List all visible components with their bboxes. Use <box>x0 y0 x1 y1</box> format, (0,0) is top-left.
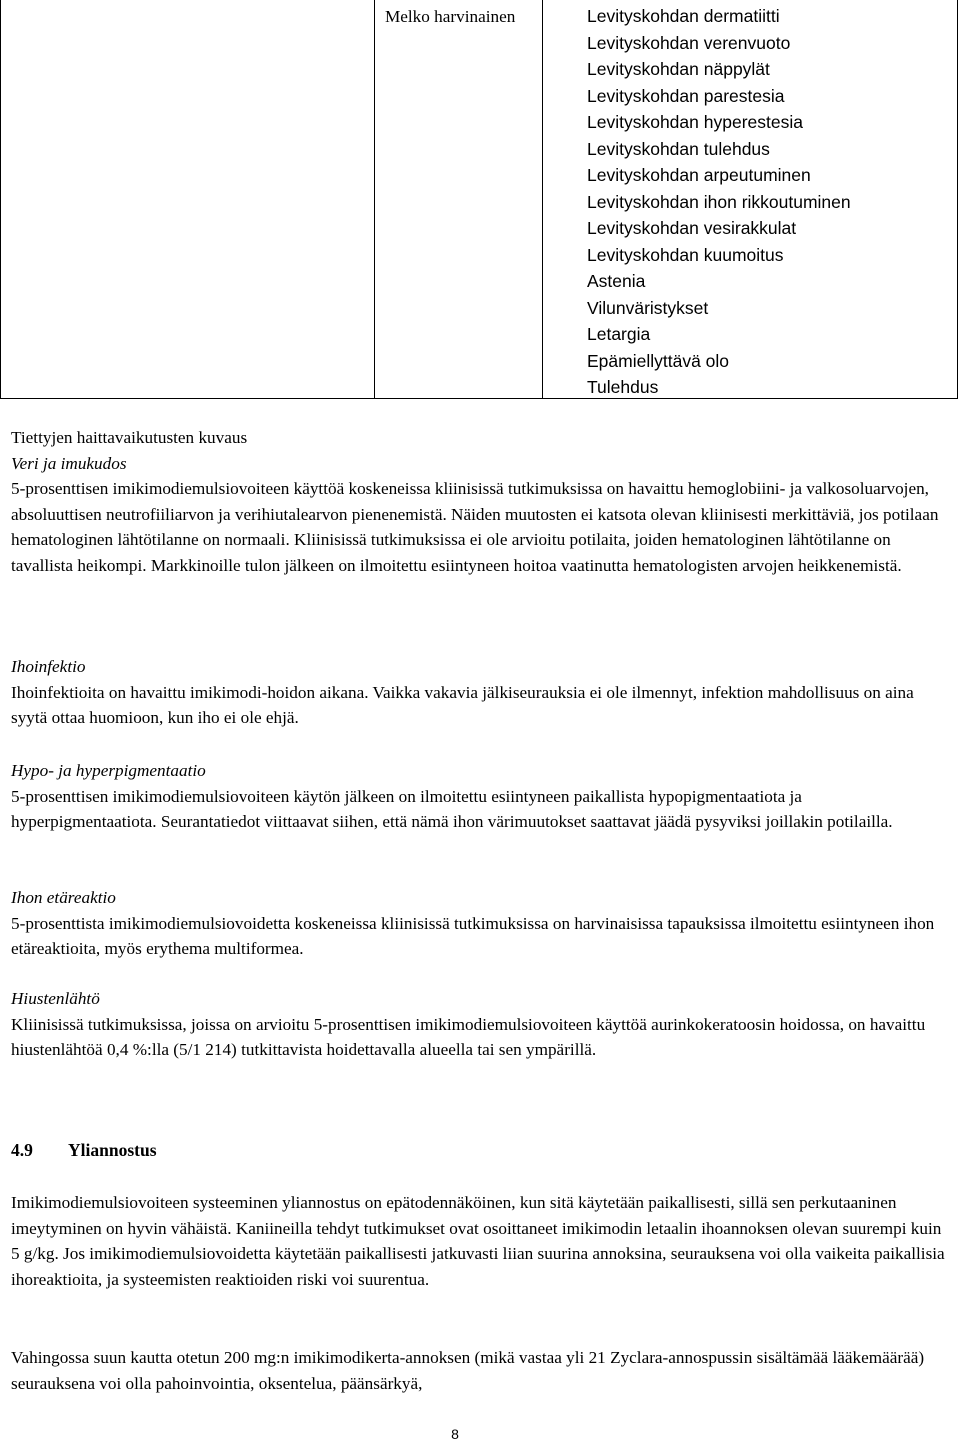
effect-item: Levityskohdan näppylät <box>587 59 770 79</box>
effect-item: Epämiellyttävä olo <box>587 350 730 371</box>
table-divider <box>542 0 543 398</box>
subsection-hair-loss <box>11 986 951 1063</box>
effect-item: Vilunväristykset <box>587 297 709 318</box>
effects-cell <box>587 3 851 401</box>
effect-item: Levityskohdan verenvuoto <box>587 32 791 53</box>
section-heading <box>11 1138 157 1164</box>
effect-item: Levityskohdan tulehdus <box>587 138 770 159</box>
page-number: 8 <box>451 1426 459 1442</box>
subsection-text: 5-prosenttisen imikimodiemulsiovoiteen käyttöä koskeneissa kliinisissä tutkimuksissa on havaittu hemoglobiini- ja valkosoluarvojen, absoluuttisen neutrofiiliarvon ja verihiutalearvon pienenemistä. Näiden muutosten ei katsota olevan kliinisesti merkittäviä, jos potilaan hematologinen lähtötilanne on normaali. Kliinisissä tutkimuksissa ei ole arvioitu potilaita, joiden hematologinen lähtötilanne on tavallista heikompi. Markkinoille tulon jälkeen on ilmoitettu esiintyneen hoitoa vaatinutta hematologisten arvojen heikkenemistä. <box>11 479 939 575</box>
section-title: Tiettyjen haittavaikutusten kuvaus <box>11 428 248 447</box>
effect-item: Levityskohdan parestesia <box>587 85 785 106</box>
subsection-text: Kliinisissä tutkimuksissa, joissa on arvioitu 5-prosenttisen imikimodiemulsiovoiteen käyttöä aurinkokeratoosin hoidossa, on havaittu hiustenlähtöä 0,4 %:lla (5/1 214) tutkittavista hoidettavalla alueella tai sen ympärillä. <box>11 1014 926 1059</box>
subsection-title: Hypo- ja hyperpigmentaatio <box>11 761 206 780</box>
subsection-title: Ihon etäreaktio <box>11 888 116 907</box>
table-divider <box>374 0 375 398</box>
effect-item: Levityskohdan arpeutuminen <box>587 165 811 185</box>
effect-item: Levityskohdan hyperestesia <box>587 112 803 132</box>
section-selected-effects <box>11 425 951 578</box>
subsection-skin-infection <box>11 654 951 731</box>
subsection-distant-reaction <box>11 885 951 962</box>
section-heading-title: Yliannostus <box>68 1140 157 1160</box>
overdose-paragraph-1: Imikimodiemulsiovoiteen systeeminen yliannostus on epätodennäköinen, kun sitä käytetään paikallisesti, sillä sen perkutaaninen imeytyminen on hyvin vähäistä. Kaniineilla tehdyt tutkimukset ovat osoittaneet imikimodin letaalin ihoannoksen olevan suurempi kuin 5 g/kg. Jos imikimodiemulsiovoidetta käytetään paikallisesti jatkuvasti liian suurina annoksina, seurauksena voi olla vaikeita paikallisia ihoreaktioita, ja systeemisten reaktioiden riski voi suurentua. <box>11 1193 945 1289</box>
subsection-text: 5-prosenttista imikimodiemulsiovoidetta koskeneissa kliinisissä tutkimuksissa on harvinaisissa tapauksissa ilmoitettu esiintyneen ihon etäreaktioita, myös erythema multiformea. <box>11 913 935 958</box>
subsection-title: Hiustenlähtö <box>11 989 100 1008</box>
effect-item: Levityskohdan dermatiitti <box>587 6 780 26</box>
frequency-cell: Melko harvinainen <box>385 7 516 26</box>
effect-item: Tulehdus <box>587 377 659 397</box>
effect-item: Letargia <box>587 324 651 344</box>
effect-item: Levityskohdan ihon rikkoutuminen <box>587 191 851 212</box>
effect-item: Levityskohdan vesirakkulat <box>587 218 797 238</box>
subsection-text: Ihoinfektioita on havaittu imikimodi-hoidon aikana. Vaikka vakavia jälkiseurauksia ei ole ilmennyt, infektion mahdollisuus on aina syytä ottaa huomioon, kun iho ei ole ehjä. <box>11 682 914 727</box>
effect-item: Astenia <box>587 271 646 291</box>
subsection-title: Veri ja imukudos <box>11 453 127 473</box>
overdose-paragraph-2: Vahingossa suun kautta otetun 200 mg:n imikimodikerta-annoksen (mikä vastaa yli 21 Zyclara-annospussin sisältämää lääkemäärää) seurauksena voi olla pahoinvointia, oksentelua, päänsärkyä, <box>11 1348 925 1393</box>
effect-item: Levityskohdan kuumoitus <box>587 244 784 265</box>
subsection-title: Ihoinfektio <box>11 657 86 676</box>
subsection-pigmentation <box>11 758 951 835</box>
subsection-text: 5-prosenttisen imikimodiemulsiovoiteen käytön jälkeen on ilmoitettu esiintyneen paikallista hypopigmentaatiota ja hyperpigmentaatiota. Seurantatiedot viittaavat siihen, että nämä ihon värimuutokset saattavat jäädä pysyviksi joillakin potilailla. <box>11 786 893 831</box>
section-number: 4.9 <box>11 1140 33 1160</box>
adverse-effects-table <box>0 0 958 399</box>
